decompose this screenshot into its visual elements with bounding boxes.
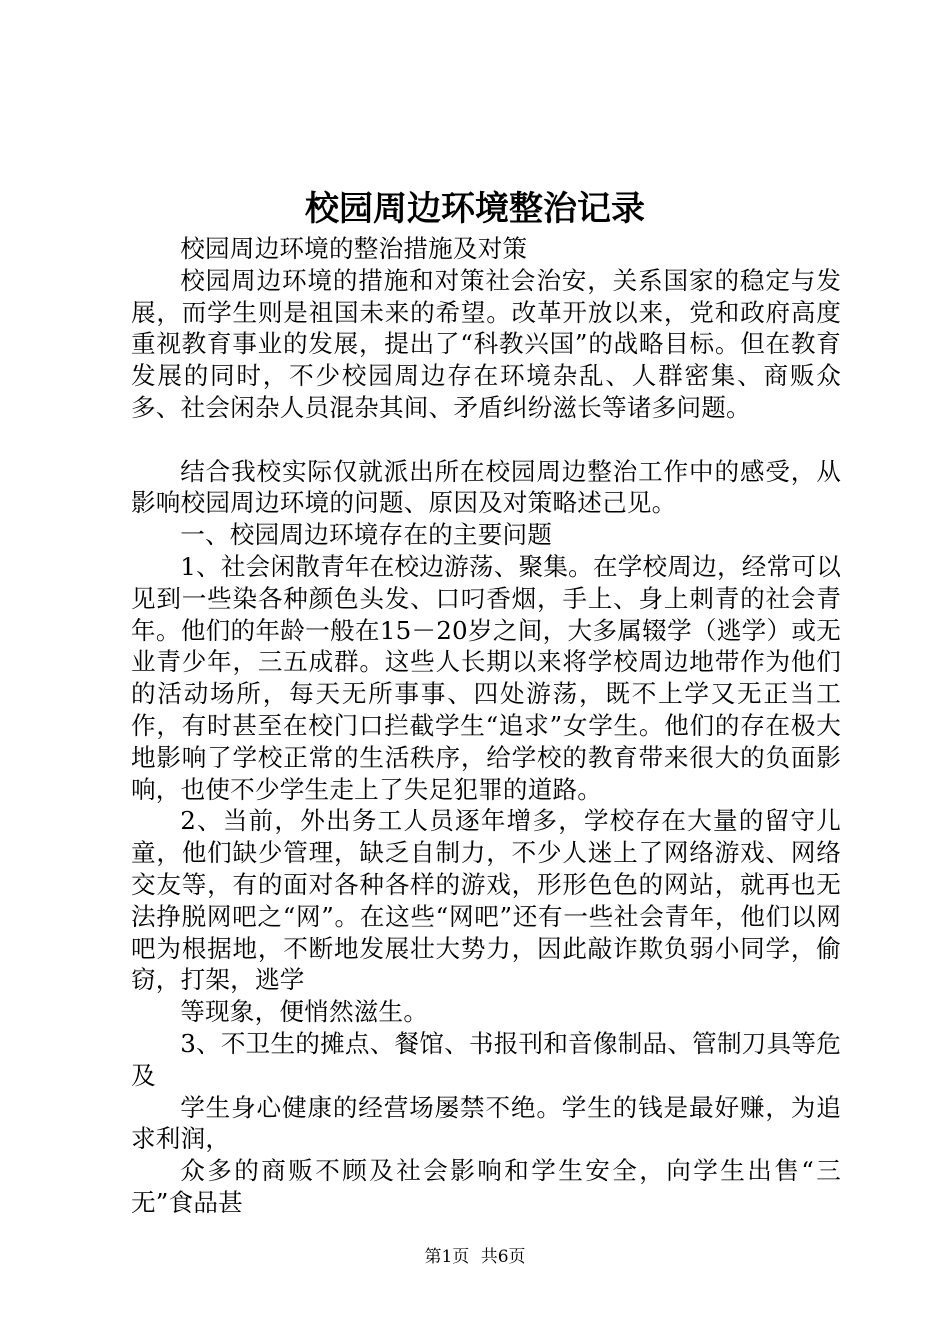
paragraph-spacer xyxy=(131,424,841,456)
paragraph-problem-1: 1、社会闲散青年在校边游荡、聚集。在学校周边，经常可以见到一些染各种颜色头发、口叼香烟，手上、身上刺青的社会青年。他们的年龄一般在15－20岁之间，大多属辍学（逃学）或无业青少年，三五成群。这些人长期以来将学校周边地带作为他们的活动场所，每天无所事事、四处游荡，既不上学又无正当工作，有时甚至在校门口拦截学生“追求”女学生。他们的存在极大地影响了学校正常的生活秩序，给学校的教育带来很大的负面影响，也使不少学生走上了失足犯罪的道路。 xyxy=(131,551,841,804)
paragraph-intro: 校园周边环境的措施和对策社会治安，关系国家的稳定与发展，而学生则是祖国未来的希望。改革开放以来，党和政府高度重视教育事业的发展，提出了“科教兴国”的战略目标。但在教育发展的同时，不少校园周边存在环境杂乱、人群密集、商贩众多、社会闲杂人员混杂其间、矛盾纠纷滋长等诸多问题。 xyxy=(131,265,841,422)
paragraph-problem-3: 3、不卫生的摊点、餐馆、书报刊和音像制品、管制刀具等危及 xyxy=(131,1028,841,1090)
paragraph-problem-3-cont-a: 学生身心健康的经营场屡禁不绝。学生的钱是最好赚，为追求利润， xyxy=(131,1092,841,1154)
paragraph-subtitle: 校园周边环境的整治措施及对策 xyxy=(180,234,528,263)
paragraph-problem-2: 2、当前，外出务工人员逐年增多，学校存在大量的留守儿童，他们缺少管理，缺乏自制力，不少人迷上了网络游戏、网络交友等，有的面对各种各样的游戏，形形色色的网站，就再也无法挣脱网吧之“网”。在这些“网吧”还有一些社会青年，他们以网吧为根据地，不断地发展壮大势力，因此敲诈欺负弱小同学，偷窃，打架，逃学 xyxy=(131,806,841,995)
paragraph-problem-2-cont: 等现象，便悄然滋生。 xyxy=(180,997,429,1027)
page-footer xyxy=(0,1246,950,1268)
document-body xyxy=(131,233,841,1219)
paragraph-context: 结合我校实际仅就派出所在校园周边整治工作中的感受，从影响校园周边环境的问题、原因及对策略述己见。 xyxy=(131,456,841,518)
document-title: 校园周边环境整治记录 xyxy=(305,189,645,229)
page-number: 第1页 xyxy=(424,1247,470,1267)
page-total: 共6页 xyxy=(480,1247,526,1267)
section-heading: 一、校园周边环境存在的主要问题 xyxy=(180,520,553,550)
paragraph-problem-3-cont-b: 众多的商贩不顾及社会影响和学生安全，向学生出售“三无”食品甚 xyxy=(131,1156,841,1217)
